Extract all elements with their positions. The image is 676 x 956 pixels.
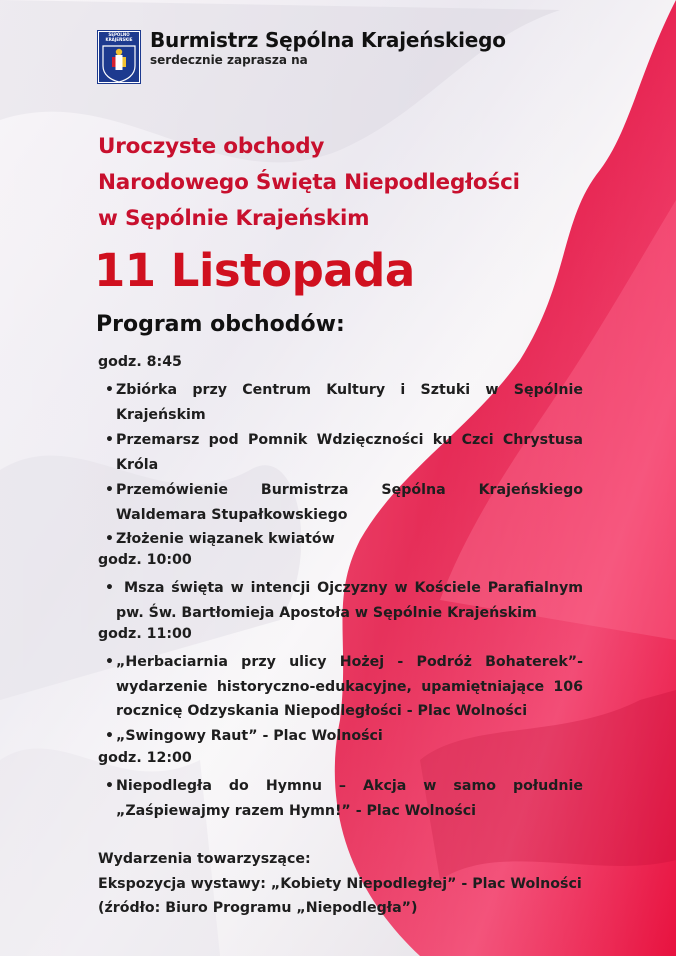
organizer-subtitle: serdecznie zaprasza na [150,53,308,67]
program-item [105,774,583,823]
program-item-text: Zbiórka przy Centrum Kultury i Sztuki w Sępólnie Krajeńskim [116,382,583,423]
bullet-icon: • [105,580,114,596]
bullet-icon: • [105,382,114,398]
time-slot: godz. 8:45 [98,354,182,370]
program-item [105,428,583,477]
program-item-text: Przemówienie Burmistrza Sępólna Krajeńskiego Waldemara Stupałkowskiego [116,482,583,523]
bullet-icon: • [105,728,114,744]
time-slot: godz. 10:00 [98,552,192,568]
event-date: 11 Listopada [94,244,415,297]
program-item [105,478,583,527]
bullet-icon: • [105,531,114,547]
program-item-text: „Herbaciarnia przy ulicy Hożej - Podróż Bohaterek”- wydarzenie historyczno-edukacyjne, upamiętniające 106 rocznicę Odzyskania Niepodległości - Plac Wolności [116,654,583,720]
headline-line-3: w Sępólnie Krajeńskim [98,206,370,231]
organizer-title: Burmistrz Sępólna Krajeńskiego [150,28,506,52]
time-slot: godz. 11:00 [98,626,192,642]
bullet-icon: • [105,432,114,448]
footer-source: (źródło: Biuro Programu „Niepodległa”) [98,900,418,916]
program-item [105,378,583,427]
program-item [105,650,583,724]
bullet-icon: • [105,778,114,794]
program-item-text: Przemarsz pod Pomnik Wdzięczności ku Czci Chrystusa Króla [116,432,583,473]
bullet-icon: • [105,482,114,498]
program-item-text: Złożenie wiązanek kwiatów [116,531,335,547]
footer-heading: Wydarzenia towarzyszące: [98,851,311,867]
program-item [105,527,583,552]
crest-text: SĘPÓLNO KRAJEŃSKIE [105,32,133,42]
program-item [105,576,583,625]
time-slot: godz. 12:00 [98,750,192,766]
program-item-text: Msza święta w intencji Ojczyzny w Kościele Parafialnym pw. Św. Bartłomieja Apostoła w Sępólnie Krajeńskim [116,580,583,621]
program-item-text: Niepodległa do Hymnu – Akcja w samo południe „Zaśpiewajmy razem Hymn!” - Plac Wolności [116,778,583,819]
footer-exhibition: Ekspozycja wystawy: „Kobiety Niepodległej” - Plac Wolności [98,876,582,892]
bullet-icon: • [105,654,114,670]
program-item-text: „Swingowy Raut” - Plac Wolności [116,728,383,744]
program-title: Program obchodów: [96,312,345,337]
headline-line-2: Narodowego Święta Niepodległości [98,170,520,195]
program-item [105,724,583,749]
headline-line-1: Uroczyste obchody [98,134,325,159]
